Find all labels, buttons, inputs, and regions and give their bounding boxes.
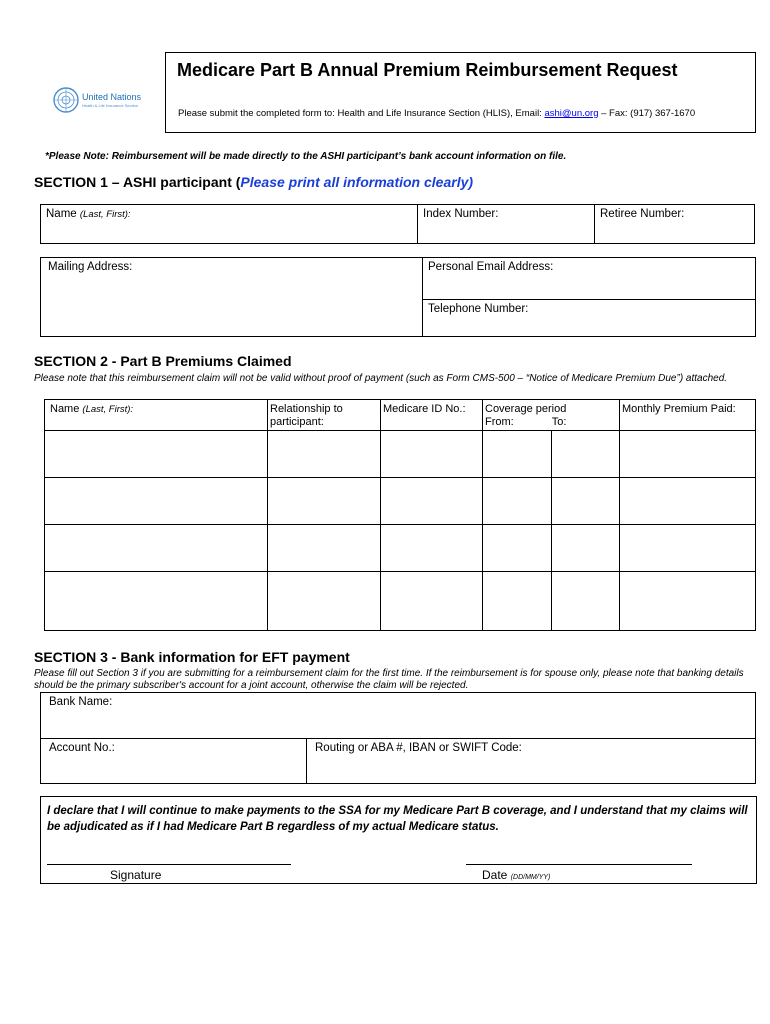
date-line[interactable] (466, 864, 692, 865)
claim-row-1-premium[interactable] (619, 430, 756, 478)
claim-row-1-medicare-id[interactable] (380, 430, 483, 478)
claim-row-2-relationship[interactable] (267, 477, 381, 525)
col-coverage-header (482, 399, 620, 431)
coverage-to-label: To: (551, 416, 567, 428)
col-name-header (44, 399, 268, 431)
declaration-text: I declare that I will continue to make payments to the SSA for my Medicare Part B coverage, and I understand that my claims will be adjudicated as if I had Medicare Part B regardless of my actual Medicare status. (47, 805, 748, 833)
col-name-label: Name (50, 403, 80, 415)
routing-code-field[interactable] (306, 738, 756, 784)
name-hint: (Last, First): (79, 209, 131, 220)
org-name: United Nations (82, 92, 142, 102)
col-premium-header: Monthly Premium Paid: (619, 399, 756, 431)
account-number-field[interactable] (40, 738, 307, 784)
account-number-label: Account No.: (49, 742, 115, 754)
bank-name-label: Bank Name: (49, 696, 113, 708)
section1-title (34, 174, 473, 190)
signature-label: Signature (110, 868, 162, 882)
telephone-field[interactable] (422, 299, 756, 337)
claim-row-1-from[interactable] (482, 430, 552, 478)
email-link[interactable]: ashi@un.org (544, 108, 599, 119)
col-medicare-id-header: Medicare ID No.: (380, 399, 483, 431)
date-label-group (482, 868, 550, 882)
submit-prefix: Please submit the completed form to: Health and Life Insurance Section (HLIS), Email: (178, 108, 545, 119)
claim-row-3-name[interactable] (44, 524, 268, 572)
bank-name-field[interactable] (40, 692, 756, 739)
org-subtitle: Health & Life Insurance Section (82, 103, 139, 108)
claim-row-2-from[interactable] (482, 477, 552, 525)
section1-title-text: SECTION 1 – ASHI participant ( (34, 174, 241, 190)
personal-email-label: Personal Email Address: (428, 261, 554, 273)
un-emblem-icon (52, 86, 80, 114)
routing-code-label: Routing or ABA #, IBAN or SWIFT Code: (315, 742, 522, 754)
name-field[interactable] (40, 204, 418, 244)
claim-row-3-from[interactable] (482, 524, 552, 572)
coverage-from-label: From: (485, 416, 514, 428)
claim-row-2-premium[interactable] (619, 477, 756, 525)
claim-row-4-from[interactable] (482, 571, 552, 631)
mailing-address-label: Mailing Address: (48, 261, 133, 273)
claim-row-4-to[interactable] (551, 571, 620, 631)
submit-instructions (178, 108, 695, 119)
fax-number: – Fax: (917) 367-1670 (598, 108, 696, 119)
claim-row-3-to[interactable] (551, 524, 620, 572)
section2-title: SECTION 2 - Part B Premiums Claimed (34, 353, 292, 369)
claim-row-1-relationship[interactable] (267, 430, 381, 478)
col-name-hint: (Last, First): (82, 404, 134, 415)
claim-row-4-premium[interactable] (619, 571, 756, 631)
claim-row-1-name[interactable] (44, 430, 268, 478)
date-format-hint: (DD/MM/YY) (510, 874, 551, 881)
claim-row-4-name[interactable] (44, 571, 268, 631)
telephone-label: Telephone Number: (428, 303, 529, 315)
section2-note: Please note that this reimbursement claim will not be valid without proof of payment (such as Form CMS-500 – “Notice of Medicare Premium Due”) attached. (34, 373, 728, 384)
section3-title: SECTION 3 - Bank information for EFT payment (34, 649, 350, 665)
claim-row-2-name[interactable] (44, 477, 268, 525)
index-number-label: Index Number: (423, 208, 499, 220)
section1-title-highlight: Please print all information clearly) (240, 174, 474, 190)
form-title: Medicare Part B Annual Premium Reimbursement Request (177, 60, 678, 80)
signature-line[interactable] (47, 864, 291, 865)
name-label: Name (46, 208, 77, 220)
reimbursement-note: *Please Note: Reimbursement will be made directly to the ASHI participant’s bank account information on file. (45, 151, 567, 162)
mailing-address-field[interactable] (40, 257, 423, 337)
un-logo (52, 86, 152, 116)
claim-row-2-to[interactable] (551, 477, 620, 525)
claim-row-3-premium[interactable] (619, 524, 756, 572)
claim-row-3-medicare-id[interactable] (380, 524, 483, 572)
col-relationship-header: Relationship to participant: (267, 399, 381, 431)
retiree-number-field[interactable] (594, 204, 755, 244)
section3-note: Please fill out Section 3 if you are submitting for a reimbursement claim for the first time. If the reimbursement is for spouse only, please note that banking details should be the primary subscriber's account for a joint account, otherwise the claim will be rejected. (34, 668, 744, 691)
personal-email-field[interactable] (422, 257, 756, 300)
claim-row-3-relationship[interactable] (267, 524, 381, 572)
coverage-period-label: Coverage period (485, 403, 567, 415)
claim-row-1-to[interactable] (551, 430, 620, 478)
claim-row-4-relationship[interactable] (267, 571, 381, 631)
retiree-number-label: Retiree Number: (600, 208, 685, 220)
date-label: Date (482, 868, 508, 882)
claim-row-4-medicare-id[interactable] (380, 571, 483, 631)
claim-row-2-medicare-id[interactable] (380, 477, 483, 525)
index-number-field[interactable] (417, 204, 595, 244)
